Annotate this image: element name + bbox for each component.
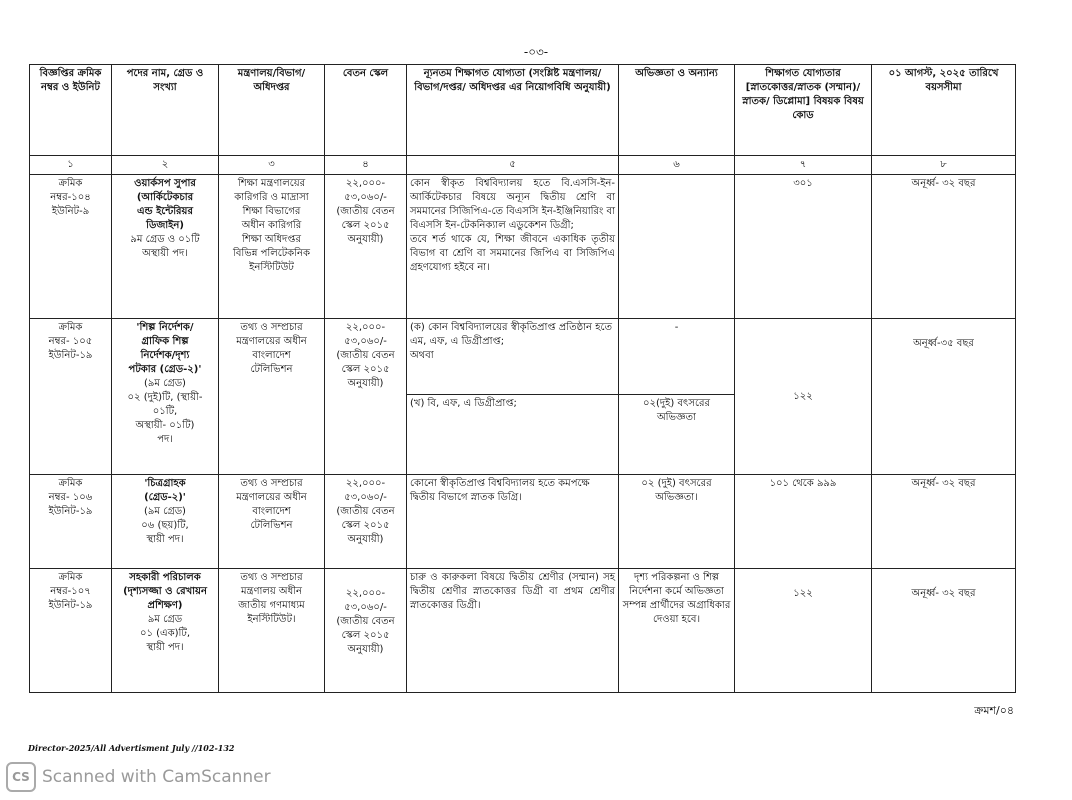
age-limit-cell: অনূর্ধ্ব- ৩২ বছর xyxy=(872,175,1016,319)
pay-scale-cell xyxy=(325,319,407,475)
post-detail-line: ০৬ (ছয়)টি, xyxy=(141,520,189,531)
ministry-line: বাংলাদেশ xyxy=(252,350,291,361)
post-cell xyxy=(112,319,219,475)
subject-code-cell: ১০১ থেকে ৯৯৯ xyxy=(735,475,872,569)
col-header-serial: বিজ্ঞপ্তির ক্রমিক নম্বর ও ইউনিট xyxy=(30,65,112,156)
serial-line: নম্বর-১০৪ xyxy=(50,192,91,203)
header-row xyxy=(30,65,1016,156)
col-header-post: পদের নাম, গ্রেড ও সংখ্যা xyxy=(112,65,219,156)
ministry-line: তথ্য ও সম্প্রচার xyxy=(240,478,303,489)
pay-line: ২২,০০০- xyxy=(345,478,386,489)
ministry-cell xyxy=(219,175,325,319)
pay-line: ৫৩,০৬০/- xyxy=(344,492,387,503)
pay-line: (জাতীয় বেতন xyxy=(336,616,395,627)
pay-line: অনুযায়ী) xyxy=(347,644,384,655)
experience-cell xyxy=(619,175,735,319)
pay-line: (জাতীয় বেতন xyxy=(336,506,395,517)
post-name-line: নির্দেশক/দৃশ্য xyxy=(140,350,190,361)
serial-line: ক্রমিক xyxy=(58,322,83,333)
pay-scale-cell xyxy=(325,569,407,693)
pay-line: স্কেল ২০১৫ xyxy=(341,630,390,641)
table-row xyxy=(30,475,1016,569)
ministry-cell xyxy=(219,569,325,693)
age-limit-cell: অনূর্ধ্ব-৩৫ বছর xyxy=(872,319,1016,475)
ministry-line: অধীন কারিগরি xyxy=(241,220,302,231)
pay-line: ২২,০০০- xyxy=(345,322,386,333)
vacancy-table xyxy=(29,64,1016,693)
pay-scale-cell xyxy=(325,475,407,569)
ministry-line: মন্ত্রণালয়ের অধীন xyxy=(236,336,307,347)
post-name-line: প্রশিক্ষণ) xyxy=(147,600,183,611)
post-detail-line: স্থায়ী পদ। xyxy=(146,642,184,653)
ministry-line: শিক্ষা অধিদপ্তর xyxy=(241,234,302,245)
ministry-line: তথ্য ও সম্প্রচার xyxy=(240,572,303,583)
pay-line: ২২,০০০- xyxy=(345,178,386,189)
serial-cell xyxy=(30,319,112,475)
col-number: ১ xyxy=(30,156,112,175)
post-detail-line: ৯ম গ্রেড xyxy=(147,614,183,625)
col-number: ৮ xyxy=(872,156,1016,175)
camscanner-text: Scanned with CamScanner xyxy=(42,767,271,787)
col-header-experience: অভিজ্ঞতা ও অন্যান্য xyxy=(619,65,735,156)
post-detail-line: পদ। xyxy=(157,434,173,445)
post-name-line: ডিজাইন) xyxy=(146,220,184,231)
pay-line: (জাতীয় বেতন xyxy=(336,350,395,361)
ministry-cell xyxy=(219,319,325,475)
post-name-line: পটকার (গ্রেড-২)' xyxy=(128,364,202,375)
pay-line: অনুযায়ী) xyxy=(347,534,384,545)
pay-line: ৫৩,০৬০/- xyxy=(344,336,387,347)
ministry-line: টেলিভিশন xyxy=(250,520,293,531)
ministry-line: বিভিন্ন পলিটেকনিক xyxy=(232,248,310,259)
ministry-line: টেলিভিশন xyxy=(250,364,293,375)
serial-cell xyxy=(30,569,112,693)
ministry-line: বাংলাদেশ xyxy=(252,506,291,517)
pay-line: স্কেল ২০১৫ xyxy=(341,220,390,231)
col-header-pay-scale: বেতন স্কেল xyxy=(325,65,407,156)
experience-cell-a: - xyxy=(619,319,735,395)
experience-cell-b: ০২(দুই) বৎসরের অভিজ্ঞতা xyxy=(619,395,735,475)
col-header-subject-code: শিক্ষাগত যোগ্যতার [স্নাতকোত্তর/স্নাতক (সম্মান)/স্নাতক/ ডিপ্লোমা] বিষয়ক বিষয় কোড xyxy=(735,65,872,156)
serial-line: নম্বর- ১০৫ xyxy=(48,336,93,347)
col-number: ৫ xyxy=(407,156,619,175)
qualification-text: (ক) কোন বিশ্ববিদ্যালয়ের স্বীকৃতিপ্রাপ্ত প্রতিষ্ঠান হতে এম, এফ, এ ডিগ্রীপ্রাপ্ত; xyxy=(410,322,612,347)
post-name-line: ওয়ার্কসপ সুপার xyxy=(134,178,196,189)
col-header-ministry: মন্ত্রণালয়/বিভাগ/ অধিদপ্তর xyxy=(219,65,325,156)
serial-line: নম্বর- ১০৬ xyxy=(48,492,93,503)
post-detail-line: (৯ম গ্রেড) xyxy=(144,506,186,517)
ministry-line: জাতীয় গণমাধ্যম xyxy=(238,600,305,611)
experience-cell: ০২ (দুই) বৎসরের অভিজ্ঞতা। xyxy=(619,475,735,569)
age-limit-cell: অনূর্ধ্ব- ৩২ বছর xyxy=(872,569,1016,693)
serial-cell xyxy=(30,475,112,569)
pay-line: অনুযায়ী) xyxy=(347,378,384,389)
serial-line: ইউনিট-৯ xyxy=(51,206,90,217)
qualification-text: কোন স্বীকৃত বিশ্ববিদ্যালয় হতে বি.এসসি-ইন-আর্কিটেকচার বিষয়ে অন্যূন দ্বিতীয় শ্রেণি বা সমমানের সিজিপিএ-তে বিএসসি ইন-ইঞ্জিনিয়ারিং বা বিএসসি ইন-টেকনিক্যাল এডুকেশন ডিগ্রী; xyxy=(410,178,615,231)
serial-cell xyxy=(30,175,112,319)
continued-label: ক্রমশ/০৪ xyxy=(974,704,1014,717)
qualification-note: তবে শর্ত থাকে যে, শিক্ষা জীবনে একাধিক তৃতীয় বিভাগ বা শ্রেণি বা সমমানের জিপিএ বা সিজিপিএ গ্রহণযোগ্য হইবে না। xyxy=(410,234,615,273)
qualification-cell xyxy=(407,175,619,319)
ministry-line: ইনস্টিটিউট। xyxy=(247,614,296,625)
col-header-qualification: ন্যূনতম শিক্ষাগত যোগ্যতা (সংশ্লিষ্ট মন্ত্রণালয়/বিভাগ/দপ্তর/ অধিদপ্তর এর নিয়োগবিধি অনুযায়ী) xyxy=(407,65,619,156)
post-name-line: 'চিত্রগ্রাহক xyxy=(144,478,186,489)
ministry-line: কারিগরি ও মাদ্রাসা xyxy=(234,192,309,203)
post-name-line: (আর্কিটেকচার xyxy=(136,192,194,203)
ministry-line: মন্ত্রণালয় অধীন xyxy=(240,586,303,597)
col-number: ৪ xyxy=(325,156,407,175)
qualification-cell-a xyxy=(407,319,619,395)
pay-line: ৫৩,০৬০/- xyxy=(344,192,387,203)
post-detail-line: ৯ম গ্রেড ও ০১টি xyxy=(130,234,200,245)
post-name-line: সহকারী পরিচালক xyxy=(129,572,201,583)
table-row xyxy=(30,569,1016,693)
serial-line: ক্রমিক xyxy=(58,478,83,489)
col-number: ৭ xyxy=(735,156,872,175)
post-name-line: (গ্রেড-২)' xyxy=(144,492,186,503)
ministry-line: মন্ত্রণালয়ের অধীন xyxy=(236,492,307,503)
pay-line: ৫৩,০৬০/- xyxy=(344,602,387,613)
post-name-line: 'শিল্প নির্দেশক/ xyxy=(136,322,194,333)
col-number: ৬ xyxy=(619,156,735,175)
qualification-cell-b: (খ) বি, এফ, এ ডিগ্রীপ্রাপ্ত; xyxy=(407,395,619,475)
serial-line: ক্রমিক xyxy=(58,572,83,583)
col-header-age-limit: ০১ আগস্ট, ২০২৫ তারিখে বয়সসীমা xyxy=(872,65,1016,156)
table-row xyxy=(30,175,1016,319)
pay-line: ২২,০০০- xyxy=(345,588,386,599)
pay-line: স্কেল ২০১৫ xyxy=(341,364,390,375)
col-number: ২ xyxy=(112,156,219,175)
post-name-line: গ্রাফিক শিল্প xyxy=(141,336,189,347)
col-number: ৩ xyxy=(219,156,325,175)
post-detail-line: অস্থায়ী- ০১টি) xyxy=(135,420,195,431)
post-detail-line: ০২ (দুই)টি, (স্থায়ী- xyxy=(127,392,203,403)
serial-line: ইউনিট-১৯ xyxy=(48,600,93,611)
column-number-row xyxy=(30,156,1016,175)
subject-code-cell: ৩০১ xyxy=(735,175,872,319)
post-cell xyxy=(112,175,219,319)
pay-scale-cell xyxy=(325,175,407,319)
camscanner-watermark xyxy=(6,762,271,792)
serial-line: ইউনিট-১৯ xyxy=(48,350,93,361)
post-name-line: (দৃশ্যসজ্জা ও রেখায়ন xyxy=(123,586,207,597)
subject-code-cell: ১২২ xyxy=(735,569,872,693)
subject-code-cell: ১২২ xyxy=(735,319,872,475)
post-cell xyxy=(112,569,219,693)
age-limit-cell: অনূর্ধ্ব- ৩২ বছর xyxy=(872,475,1016,569)
post-name-line: এন্ড ইন্টেরিয়র xyxy=(137,206,193,217)
ministry-cell xyxy=(219,475,325,569)
table-row xyxy=(30,319,1016,395)
qualification-or: অথবা xyxy=(410,350,434,361)
post-cell xyxy=(112,475,219,569)
pay-line: অনুযায়ী) xyxy=(347,234,384,245)
camscanner-logo-icon: CS xyxy=(6,762,36,792)
post-detail-line: ০১ (এক)টি, xyxy=(139,628,191,639)
post-detail-line: অস্থায়ী পদ। xyxy=(142,248,188,259)
serial-line: ইউনিট-১৯ xyxy=(48,506,93,517)
post-detail-line: (৯ম গ্রেড) xyxy=(144,378,186,389)
post-detail-line: ০১টি, xyxy=(152,406,178,417)
ministry-line: তথ্য ও সম্প্রচার xyxy=(240,322,303,333)
experience-cell: দৃশ্য পরিকল্পনা ও শিল্প নির্দেশনা কর্মে অভিজ্ঞতা সম্পন্ন প্রার্থীদের অগ্রাধিকার দেওয়া হবে। xyxy=(619,569,735,693)
post-detail-line: স্থায়ী পদ। xyxy=(146,534,184,545)
page-number: -০৩- xyxy=(523,45,549,59)
ministry-line: শিক্ষা বিভাগের xyxy=(242,206,301,217)
serial-line: ক্রমিক xyxy=(58,178,83,189)
serial-line: নম্বর-১০৭ xyxy=(50,586,91,597)
pay-line: স্কেল ২০১৫ xyxy=(341,520,390,531)
pay-line: (জাতীয় বেতন xyxy=(336,206,395,217)
qualification-cell: চারু ও কারুকলা বিষয়ে দ্বিতীয় শ্রেণীর (সম্মান) সহ দ্বিতীয় শ্রেণীর স্নাতকোত্তর ডিগ্রী বা প্রথম শ্রেণীর স্নাতকোত্তর ডিগ্রী। xyxy=(407,569,619,693)
qualification-cell: কোনো স্বীকৃতিপ্রাপ্ত বিশ্ববিদ্যালয় হতে কমপক্ষে দ্বিতীয় বিভাগে স্নাতক ডিগ্রি। xyxy=(407,475,619,569)
footer-reference: Director-2025/All Advertisment July //102-132 xyxy=(28,743,235,753)
ministry-line: শিক্ষা মন্ত্রণালয়ের xyxy=(237,178,306,189)
ministry-line: ইনস্টিটিউট xyxy=(249,262,294,273)
